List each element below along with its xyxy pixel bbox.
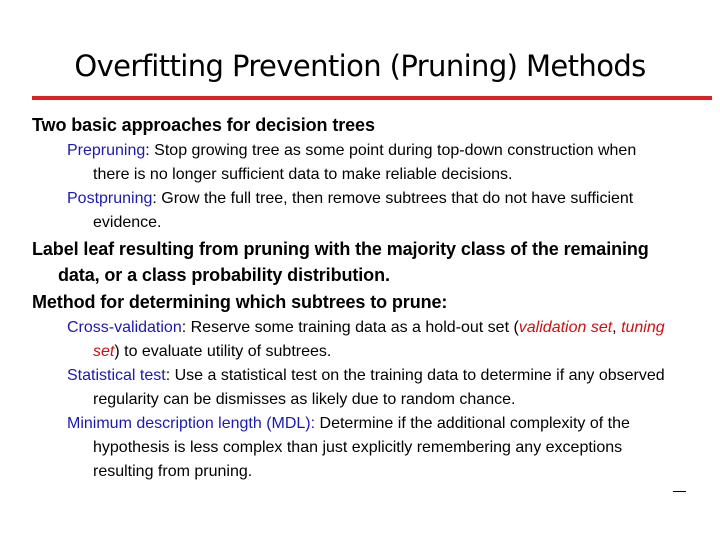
corner-dash-mark xyxy=(673,491,686,492)
cross-validation-text-b: ) to evaluate utility of subtrees. xyxy=(114,343,332,360)
label-leaf-text: Label leaf resulting from pruning with the majority class of the remaining data, or a class probability distribution. xyxy=(32,239,649,285)
term-postpruning: Postpruning xyxy=(67,190,153,207)
sub-bullet-mdl xyxy=(67,412,667,484)
term-cross-validation: Cross-validation xyxy=(67,319,182,336)
sub-bullet-postpruning xyxy=(67,187,667,235)
slide-title: Overfitting Prevention (Pruning) Methods xyxy=(74,49,646,83)
sub-bullet-cross-validation xyxy=(67,316,667,364)
bullet-label-leaf xyxy=(32,236,682,288)
cross-validation-sep: , xyxy=(612,319,622,336)
mdl-description: Determine if the additional complexity of the hypothesis is less complex than just explicitly remembering any exceptions resulting from pruning. xyxy=(93,415,630,480)
term-statistical-test: Statistical test xyxy=(67,367,166,384)
title-underline-rule xyxy=(32,96,712,100)
prepruning-description: : Stop growing tree as some point during top-down construction when there is no longer sufficient data to make reliable decisions. xyxy=(93,142,637,183)
emphasis-tuning-set: tuning set xyxy=(93,319,665,360)
term-prepruning: Prepruning xyxy=(67,142,146,159)
postpruning-description: : Grow the full tree, then remove subtrees that do not have sufficient evidence. xyxy=(93,190,634,231)
statistical-test-description: : Use a statistical test on the training data to determine if any observed regularity can be dismisses as likely due to random chance. xyxy=(93,367,665,408)
sub-bullet-statistical-test xyxy=(67,364,667,412)
term-mdl: Minimum description length (MDL): xyxy=(67,415,316,432)
sub-bullet-prepruning xyxy=(67,139,667,187)
bullet-method: Method for determining which subtrees to prune: xyxy=(32,292,448,312)
emphasis-validation-set: validation set xyxy=(518,319,613,336)
bullet-basic-approaches: Two basic approaches for decision trees xyxy=(32,115,375,135)
cross-validation-text-a: : Reserve some training data as a hold-out set ( xyxy=(181,319,519,336)
